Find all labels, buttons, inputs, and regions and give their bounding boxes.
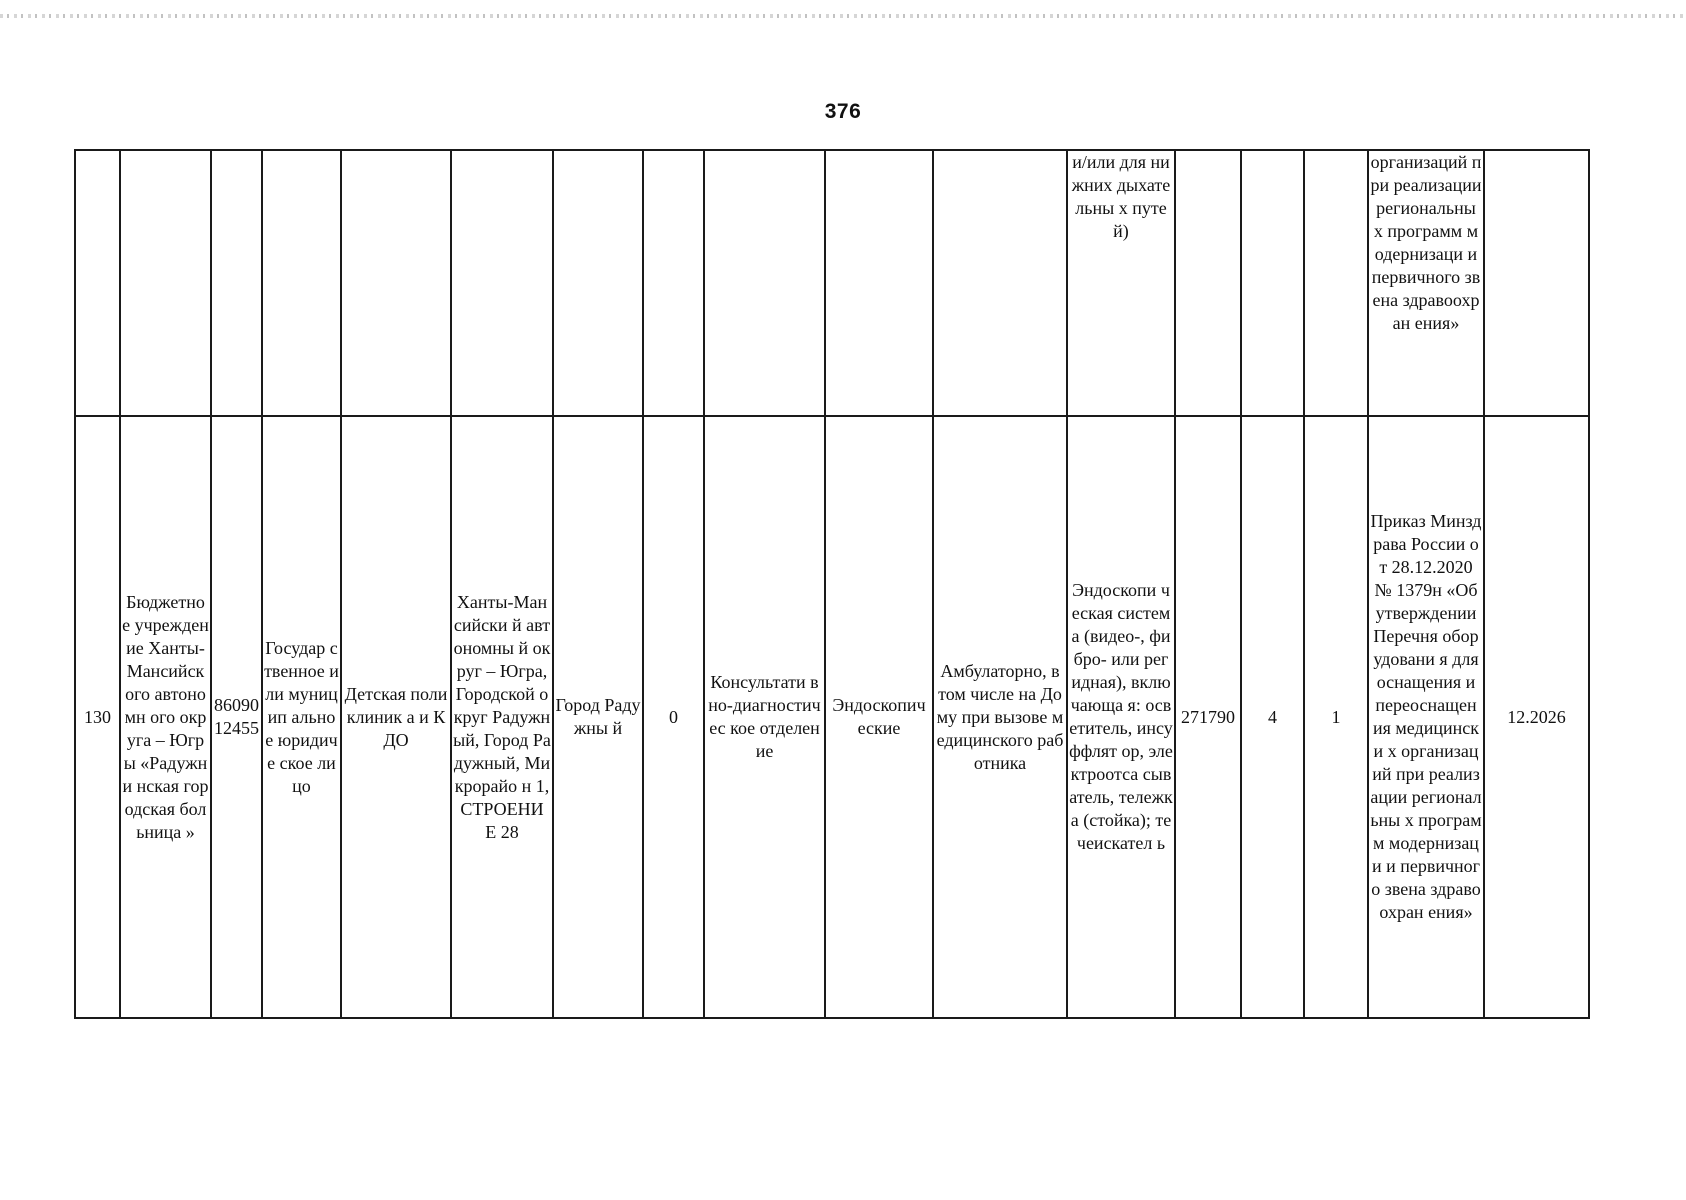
page-number: 376 [824,100,862,123]
cell-empty [451,150,553,416]
cell-locality [553,416,643,1018]
cell-inn [211,416,262,1018]
col-a-text: 4 [1268,706,1277,727]
equipment-text: Эндоскопи ческая система (видео-, фибро- или регидная), включающа я: осветитель, инсуффлят ор, электроотса сыватель, тележка (стойка); течеискател ь [1069,580,1173,853]
cell-equipment-continued [1067,150,1175,416]
cell-empty [262,150,341,416]
zero-text: 0 [669,706,678,727]
legal-form-text: Государ ственное или муницип альное юридиче ское лицо [264,637,339,796]
inn-text: 86090 12455 [214,695,259,738]
cell-empty [1484,150,1589,416]
scan-edge-noise [0,14,1686,18]
institution-text: Бюджетно е учрежден ие Ханты-Мансийск ого автономн ого округа – Югры «Радужни нская городская больница » [122,591,209,842]
cell-empty [1304,150,1368,416]
equipment-table [74,149,1590,1019]
cell-empty [643,150,704,416]
cell-empty [75,150,120,416]
basis-text: Приказ Минздрава России от 28.12.2020 № 1379н «Об утверждении Перечня оборудовани я для оснащения и переоснащен ия медицински х организаций при реализации региональны х программ модернизаци и первичного звена здравоохран ения» [1370,511,1482,922]
basis-continued-text: организаций при реализации региональны х программ модернизаци и первичного звена здравоохран ения» [1370,152,1482,333]
cell-subdivision [341,416,451,1018]
code-text: 271790 [1181,706,1235,727]
cell-empty [825,150,933,416]
col-b-text: 1 [1331,706,1341,727]
cell-empty [933,150,1067,416]
cell-equipment [1067,416,1175,1018]
cell-empty [211,150,262,416]
table-row-continued [75,150,1589,416]
cell-empty [1241,150,1304,416]
cell-row-number [75,416,120,1018]
locality-text: Город Радужны й [555,695,641,738]
cell-profile [825,416,933,1018]
cell-care-conditions [933,416,1067,1018]
cell-legal-form [262,416,341,1018]
cell-col-a [1241,416,1304,1018]
cell-code [1175,416,1241,1018]
row-number-text: 130 [84,706,111,727]
cell-empty [341,150,451,416]
department-text: Консультати вно-диагностичес кое отделение [708,672,821,761]
cell-basis [1368,416,1484,1018]
address-text: Ханты-Мансийски й автономны й округ – Югра, Городской округ Радужный, Город Радужный, Микрорайо н 1, СТРОЕНИ Е 28 [453,591,551,842]
cell-col-b [1304,416,1368,1018]
cell-empty [120,150,211,416]
care-conditions-text: Амбулаторно, в том числе на Дому при вызове медицинского работника [936,660,1064,773]
cell-empty [704,150,825,416]
date-text: 12.2026 [1507,706,1566,727]
cell-empty [1175,150,1241,416]
cell-department [704,416,825,1018]
cell-institution [120,416,211,1018]
cell-basis-continued [1368,150,1484,416]
cell-address [451,416,553,1018]
cell-date [1484,416,1589,1018]
subdivision-text: Детская поликлиник а и КДО [344,683,448,750]
table-row-130 [75,416,1589,1018]
equipment-continued-text: и/или для нижних дыхательны х путей) [1071,152,1171,241]
profile-text: Эндоскопич еские [832,695,926,738]
cell-zero [643,416,704,1018]
cell-empty [553,150,643,416]
